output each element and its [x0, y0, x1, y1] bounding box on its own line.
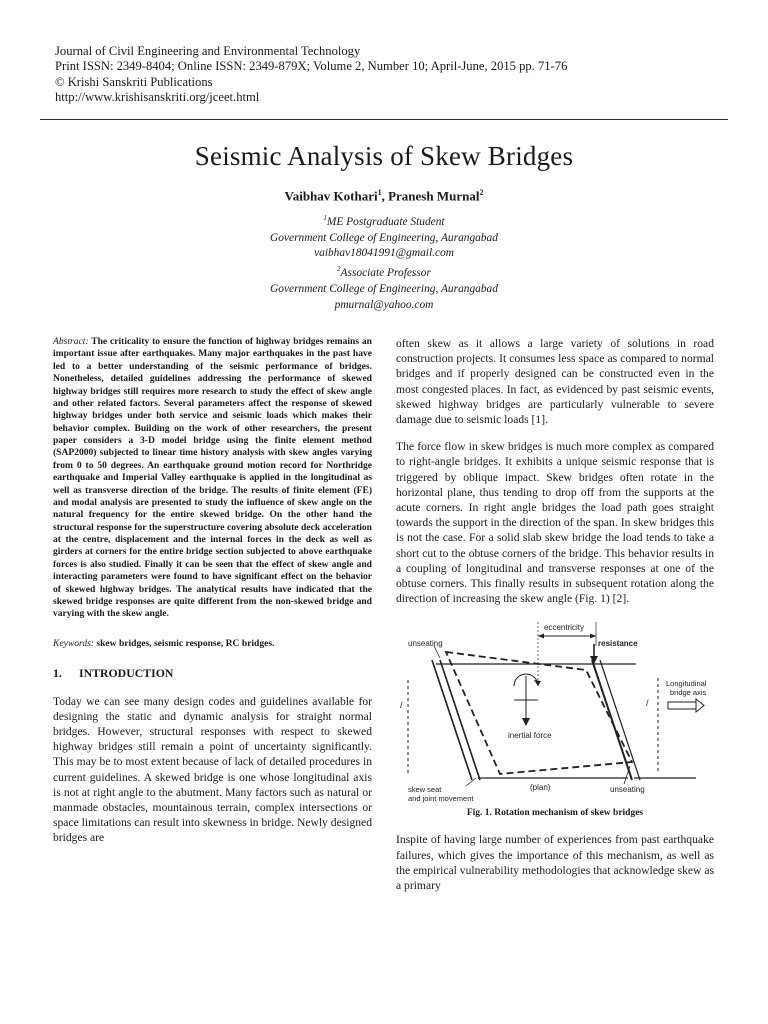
rotation-arc-arrow [534, 680, 541, 686]
abstract-text: The criticality to ensure the function of highway bridges remains an important issue after earthquakes. Many major earthquakes in the past have led to a better understanding of the seismic performance of bridges. Nonetheless, detailed guidelines addressing the performance of skewed highway bridges still requires more research to study the effect of skew angle and other related factors. Several parameters affect the response of skewed highway bridges under both service and seismic loads which makes their behavior complex. Building on the work of other researchers, the present paper considers a 3-D model bridge using the finite element method (SAP2000) subjected to linear time history analysis with skew angles varying from 0 to 50 degrees. An earthquake ground motion record for Northridge earthquake and Imperial Valley earthquake is applied in the longitudinal as well as transverse direction of the bridge. The results of finite element (FE) and modal analysis are presented to study the influence of skew angle on the natural frequency for the entire skewed bridge. On the other hand the structural response for the superstructure covering absolute deck acceleration at the centre, displacement and the internal forces in the deck as well as girders at corners for the entire bridge section subjected to above earthquake forces is also studied. Finally it can be seen that the effect of skew angle and interacting parameters were found to have significant effect on the behavior of skewed highway bridges. The analytical results have indicated that the skewed bridge responses are quite different from the non-skewed bridge and varying with the skew angle. [53, 336, 372, 620]
journal-url[interactable]: http://www.krishisanskriti.org/jceet.html [55, 90, 260, 105]
section-title: INTRODUCTION [79, 665, 174, 680]
inertial-force-label: inertial force [508, 731, 552, 741]
skew-bridge-diagram [396, 616, 714, 804]
eccentricity-arrow-right [590, 634, 596, 639]
affil-1-sup: 1 [323, 214, 327, 222]
eccentricity-label: eccentricity [544, 623, 585, 633]
left-abutment-line-1 [432, 660, 472, 780]
author-2: Pranesh Murnal [388, 188, 480, 204]
affil-2-role [0, 262, 768, 282]
longitudinal-arrow-head [696, 699, 704, 712]
journal-header [55, 44, 715, 106]
left-column [53, 336, 372, 846]
affil-2-role-text: Associate Professor [340, 266, 431, 279]
affil-1-role [0, 211, 768, 231]
right-abutment-line-1 [592, 660, 632, 780]
journal-name: Journal of Civil Engineering and Environmental Technology [55, 44, 361, 58]
skew-seat-label-2: and joint movement [408, 794, 474, 804]
header-rule [40, 119, 728, 120]
right-tick-mark: / [646, 698, 649, 709]
figure-1-caption: Fig. 1. Rotation mechanism of skew bridges [466, 808, 644, 819]
unseating-bottom-leader [624, 766, 630, 784]
skew-seat-label-1: skew seat [408, 785, 442, 795]
keywords-text: skew bridges, seismic response, RC bridges. [96, 637, 275, 649]
affil-2-email[interactable]: pmurnal@yahoo.com [334, 298, 434, 311]
author-1-sup: 1 [377, 188, 382, 197]
unseating-bottom-label: unseating [610, 785, 645, 795]
left-abutment-line-2 [440, 660, 480, 780]
author-separator: , [381, 188, 389, 204]
keywords [53, 638, 372, 649]
unseating-top-label: unseating [408, 639, 443, 649]
plan-label: (plan) [530, 783, 551, 793]
section-number: 1. [53, 665, 62, 680]
resistance-label: resistance [598, 639, 638, 649]
abstract [53, 336, 372, 621]
author-line [0, 188, 768, 204]
affiliations [0, 211, 768, 313]
affil-1-inst: Government College of Engineering, Aurangabad [270, 231, 498, 244]
journal-issn: Print ISSN: 2349-8404; Online ISSN: 2349-879X; Volume 2, Number 10; April-June, 2015 pp. 71-76 [55, 59, 568, 74]
longitudinal-label-2: bridge axis [670, 688, 707, 698]
rotated-deck-outline [446, 652, 632, 774]
eccentricity-arrow-left [538, 634, 544, 639]
right-paragraph-1: often skew as it allows a large variety of solutions in road construction projects. It consumes less space as compared to normal bridges and if properly designed can be constructed even in the most congested places. In fact, as evidenced by past seismic events, skewed highway bridges are particularly vulnerable to severe damage due to seismic loads [1]. [396, 337, 714, 427]
figure-1 [396, 616, 714, 804]
resistance-arrow-head [590, 656, 598, 664]
right-abutment-line-2 [600, 660, 640, 780]
affil-1-email[interactable]: vaibhav18041991@gmail.com [314, 247, 454, 260]
longitudinal-label-1: Longitudinal [666, 679, 707, 689]
intro-paragraph-1: Today we can see many design codes and guidelines available for designing the static and dynamic analysis for straight normal bridges. However, structural responses with respect to skewed highway bridges still remain a point of uncertainty significantly. This may be to most extent because of lack of detailed procedures in current guidelines. A skewed bridge is one whose longitudinal axis is not at right angle to the abutment. Many factors such as natural or manmade obstacles, mountainous terrain, complex intersections or space limitations can result into skewness in bridge. Newly designed bridges are [53, 694, 372, 845]
right-column [396, 336, 714, 893]
affil-1-role-text: ME Postgraduate Student [326, 215, 445, 228]
affil-2-sup: 2 [337, 265, 341, 274]
author-2-sup: 2 [479, 188, 484, 197]
right-paragraph-3: Inspite of having large number of experiences from past earthquake failures, which gives the importance of this mechanism, as well as the empirical vulnerability methodologies that acknowledge skew as a primary [396, 833, 714, 893]
right-paragraph-2: The force flow in skew bridges is much more complex as compared to right-angle bridges. It exhibits a unique seismic response that is triggered by oblique impact. Skew bridges often rotate in the horizontal plane, thus tending to drop off from the supports at the acute corners. In right angle bridges the load path goes straight towards the support in the direction of the span. In skew bridges this is not the case. For a solid slab skew bridge the load tends to take a short cut to the obtuse corners of the bridge. This behavior results in a coupling of longitudinal and transverse responses at one of the obtuse corners. This finally results in subsequent rotation along the direction of increasing the skew angle (Fig. 1) [2]. [396, 440, 714, 606]
keywords-label: Keywords: [53, 637, 95, 649]
section-heading-introduction [53, 666, 372, 681]
journal-publisher: © Krishi Sanskriti Publications [55, 74, 213, 89]
abstract-label: Abstract: [53, 336, 89, 347]
author-1: Vaibhav Kothari [284, 188, 378, 204]
affil-2-inst: Government College of Engineering, Aurangabad [270, 282, 498, 295]
left-tick-mark: / [400, 700, 403, 711]
inertial-force-arrow [522, 718, 530, 726]
paper-title: Seismic Analysis of Skew Bridges [194, 141, 574, 171]
longitudinal-arrow-body [668, 702, 696, 709]
